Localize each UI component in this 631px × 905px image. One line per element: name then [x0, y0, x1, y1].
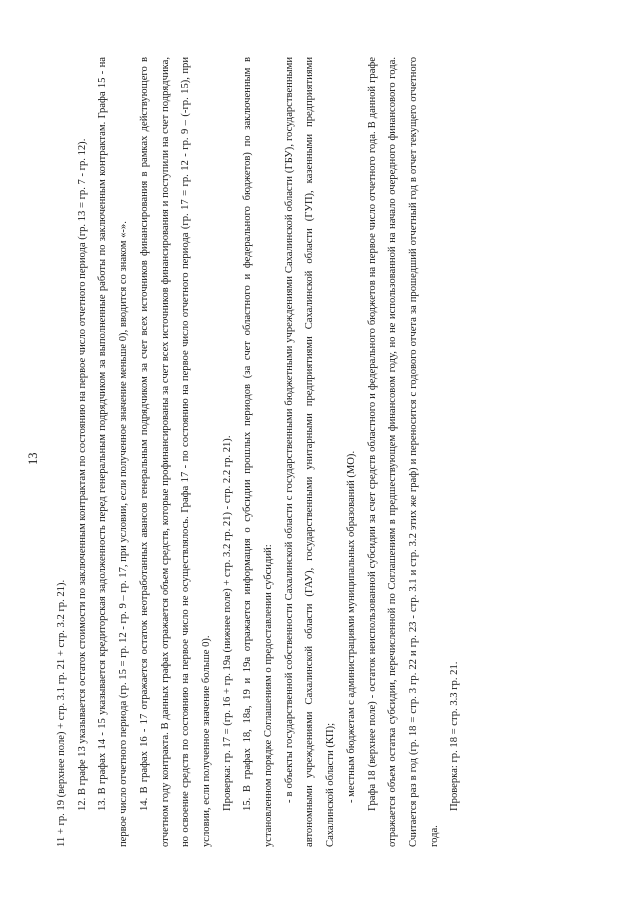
page-number: 13	[26, 452, 40, 465]
paragraph-bullet-state-objects: - в объекты государственной собственности Сахалинской области с государственными бюджетными учреждениями Сахалинской области (ГБУ), государственными автономными учреждениями Сахалинской области (ГАУ), государственными унитарными предприятиями Сахалинской области (ГУП), казенными предприятиями Сахалинской области (КП);	[283, 57, 337, 847]
paragraph-check-18: Проверка: гр. 18 = стр. 3.3 гр. 21.	[449, 661, 461, 811]
paragraph-bullet-local-budgets: - местным бюджетам с администрациями муниципальных образований (МО).	[345, 450, 357, 803]
paragraph-check-17: Проверка: гр. 17 = (гр. 16 + гр. 19а (нижнее поле) + стр. 3.2 гр. 21) - стр. 2.2 гр. 21).	[221, 435, 233, 811]
body-text	[52, 57, 466, 847]
paragraph-item-13: 13. В графах 14 - 15 указывается кредиторская задолженность перед генеральным подрядчиком за выполненные работы по заключенным контрактам. Графа 15 - на первое число отчетного периода (гр. 15 = гр. 12 - гр. 9 – гр. 17, при условии, если полученное значение меньше 0), вводится со знаком «-».	[97, 57, 130, 847]
paragraph-column-18: Графа 18 (верхнее поле) - остаток неиспользованной субсидии за счет средств областного и федерального бюджетов на первое число отчетного года. В данной графе отражается объем остатка субсидии, перечисленной по Соглашениям в предшествующем финансовом году, но не использованной на начало очередного финансового года. Считается раз в год (гр. 18 = стр. 3 гр. 22 и гр. 23 - стр. 3.1 и стр. 3.2 этих же граф) и переносится с годового отчета за прошедший отчетный год в отчет текущего отчетного года.	[366, 57, 440, 847]
paragraph-item-15: 15. В графах 18, 18а, 19 и 19а отражается информация о субсидии прошлых периодов (за счет областного и федерального бюджетов) по заключенным в установленном порядке Соглашениям о предоставлении субсидий:	[242, 57, 275, 847]
paragraph-continuation: 11 + гр. 19 (верхнее поле) + стр. 3.1 гр. 21 + стр. 3.2 гр. 21).	[56, 579, 67, 847]
paragraph-item-14: 14. В графах 16 - 17 отражается остаток неотработанных авансов генеральным подрядчиком за счет всех источников финансирования в рамках действующего в отчетном году контракта. В данных графах отражается объем средств, которые профинансированы за счет всех источников финансирования и поступили на счет подрядчика, но освоение средств по состоянию на первое число не осуществлялось. Графа 17 - по состоянию на первое число отчетного периода (гр. 17 = гр. 12 - гр. 9 – (-гр. 15), при условии, если полученное значение больше 0).	[138, 57, 212, 847]
paragraph-item-12: 12. В графе 13 указывается остаток стоимости по заключенным контрактам по состоянию на первое число отчетного периода (гр. 13 = гр. 7 - гр. 12).	[76, 138, 88, 811]
